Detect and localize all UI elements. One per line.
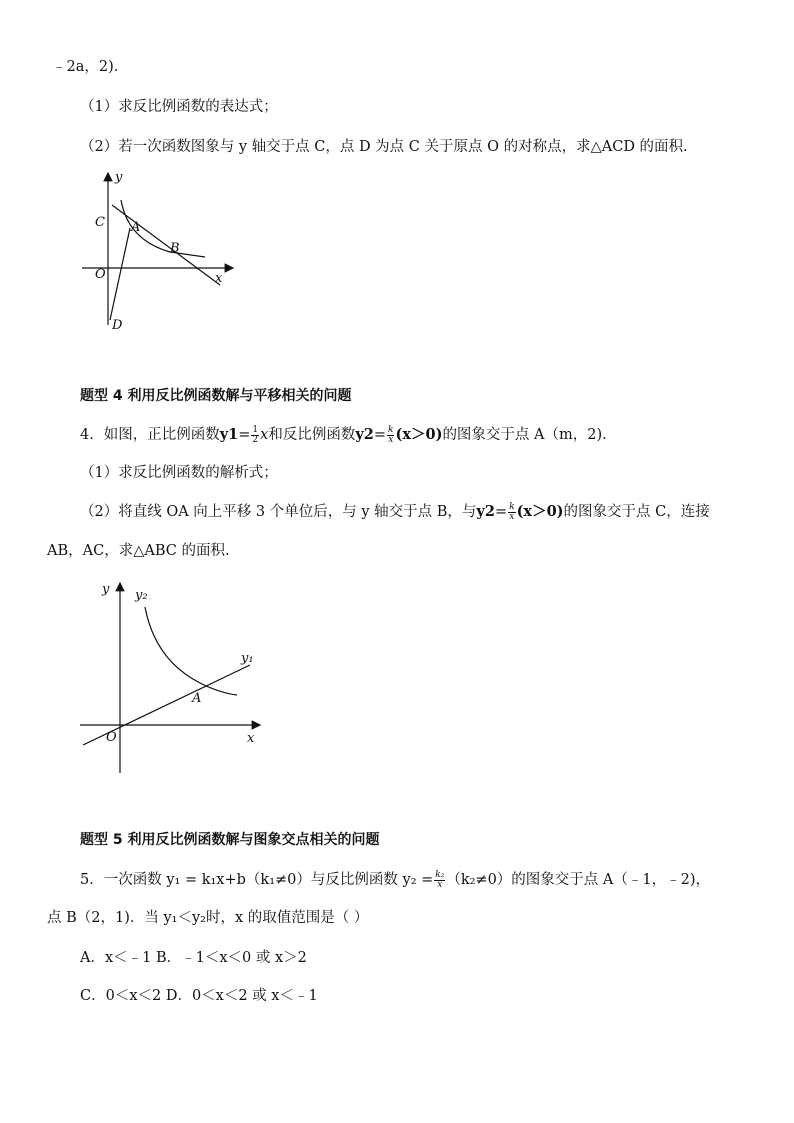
segment-AD	[110, 228, 130, 320]
fraction-k-over-x-2: $\frac{k}{x}$	[509, 501, 515, 522]
fig2-label-y: y	[102, 582, 110, 597]
fig1-label-O: O	[95, 267, 106, 282]
fraction-k2-over-x: $\frac{\text{k₂}}{x}$	[435, 869, 445, 890]
problem4-statement: 4．如图，正比例函数y1= $\frac{1}{2}$ x和反比例函数y2= $\frac{k}{x}$ (x＞0)的图象交于点 A（m，2).	[80, 424, 607, 445]
fig2-label-A: A	[192, 691, 202, 706]
problem3-question-1: （1）求反比例函数的表达式；	[80, 99, 278, 115]
fig2-label-y1: y₁	[241, 651, 254, 666]
problem3-question-2: （2）若一次函数图象与 y 轴交于点 C，点 D 为点 C 关于原点 O 的对称点，求△ACD 的面积.	[80, 139, 688, 155]
fig1-label-C: C	[95, 215, 105, 230]
line-through-A-B	[112, 205, 220, 285]
fig1-label-A: A	[131, 220, 141, 235]
heading-type-4: 题型 4 利用反比例函数解与平移相关的问题	[80, 388, 352, 404]
curve-y2	[145, 607, 237, 695]
fig2-label-y2: y₂	[135, 588, 148, 603]
fig1-label-B: B	[170, 241, 180, 256]
problem4-question-2-cont: AB，AC，求△ABC 的面积.	[47, 543, 230, 559]
fraction-half: $\frac{1}{2}$	[252, 424, 259, 445]
figure-problem3	[70, 165, 250, 340]
fig1-label-y: y	[115, 170, 123, 185]
fig2-label-O: O	[106, 730, 117, 745]
problem5-options-C-D: C．0＜x＜2 D．0＜x＜2 或 x＜﹣1	[80, 988, 318, 1004]
fig2-label-x: x	[247, 731, 255, 746]
problem5-line-1: 5．一次函数 y₁ = k₁x+b（k₁≠0）与反比例函数 y₂ = $\frac{\text{k₂}}{x}$ （k₂≠0）的图象交于点 A（﹣1，﹣2)，	[80, 869, 710, 890]
fig1-label-x: x	[215, 271, 223, 286]
problem5-options-A-B: A．x＜﹣1 B．﹣1＜x＜0 或 x＞2	[80, 950, 307, 966]
fig1-label-D: D	[112, 318, 123, 333]
figure-problem4	[75, 575, 275, 780]
problem4-question-2: （2）将直线 OA 向上平移 3 个单位后，与 y 轴交于点 B，与y2= $\frac{k}{x}$ (x＞0)的图象交于点 C，连接	[80, 501, 710, 522]
fraction-k-over-x: $\frac{k}{x}$	[388, 424, 394, 445]
prev-problem-continuation: ﹣2a，2).	[52, 59, 119, 75]
problem4-question-1: （1）求反比例函数的解析式；	[80, 465, 278, 481]
problem5-line-2: 点 B（2，1)．当 y₁＜y₂时，x 的取值范围是（ ）	[47, 910, 369, 926]
heading-type-5: 题型 5 利用反比例函数解与图象交点相关的问题	[80, 832, 380, 848]
